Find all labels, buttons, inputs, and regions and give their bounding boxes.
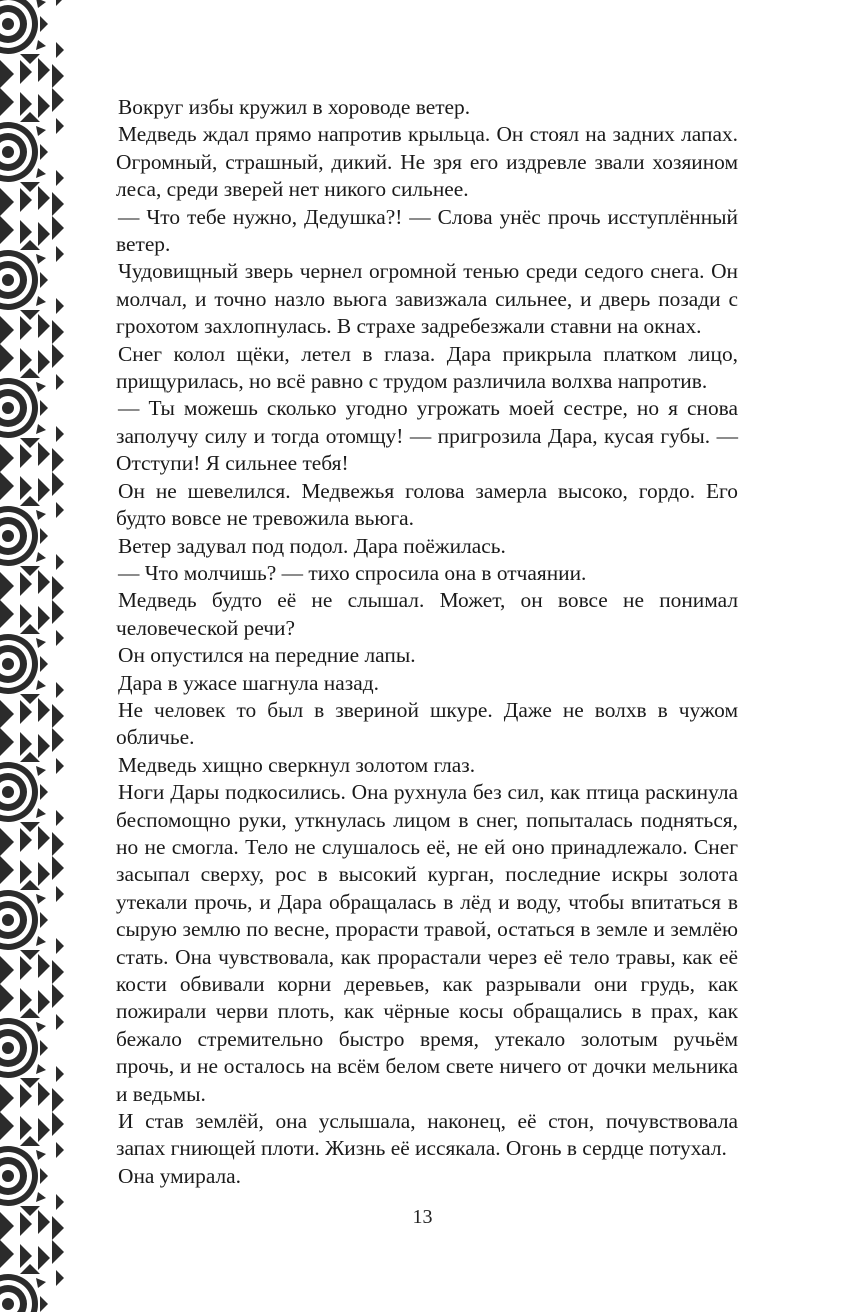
paragraph: — Что тебе нужно, Дедушка?! — Слова унёс прочь исступлённый ветер. <box>116 204 738 257</box>
paragraph: Он опустился на передние лапы. <box>118 643 416 668</box>
paragraph: Он не шевелился. Медвежья голова замерла высоко, гордо. Его будто вовсе не тревожила вьюга. <box>116 478 738 531</box>
paragraph: Не человек то был в звериной шкуре. Даже не волхв в чужом обличье. <box>116 697 738 750</box>
paragraph: Медведь будто её не слышал. Может, он вовсе не понимал человеческой речи? <box>116 588 738 640</box>
paragraph: Она умирала. <box>118 1163 242 1188</box>
page-number: 13 <box>412 1206 433 1228</box>
paragraph: — Что молчишь? — тихо спросила она в отчаянии. <box>118 560 587 585</box>
paragraph: Вокруг избы кружил в хороводе ветер. <box>118 95 471 119</box>
paragraph: Снег колол щёки, летел в глаза. Дара прикрыла платком лицо, прищурилась, но всё равно с трудом различила волхва напротив. <box>116 341 738 394</box>
body-text <box>116 94 738 1190</box>
paragraph: Ноги Дары подкосились. Она рухнула без сил, как птица раскинула беспомощно руки, уткнулась лицом в снег, попыталась подняться, но не смогла. Тело не слушалось её, не ей оно принадлежало. Снег засыпал сверху, рос в высокий курган, последние искры золота утекали прочь, и Дара обращалась в лёд и воду, чтобы впитаться в сырую землю по весне, прорасти травой, остаться в земле и землёю стать. Она чувствовала, как прорастали через её тело травы, как её кости обвивали корни деревьев, как разрывали они грудь, как пожирали черви плоть, как чёрные косы обращались в прах, как бежало стремительно быстро время, утекало золотым ручьём прочь, и не осталось на всём белом свете ничего от дочки мельника и ведьмы. <box>116 780 738 1106</box>
paragraph: — Ты можешь сколько угодно угрожать моей сестре, но я снова заполучу силу и тогда отомщу! — пригрозила Дара, кусая губы. — Отступи! Я сильнее тебя! <box>116 396 738 476</box>
paragraph: Медведь хищно сверкнул золотом глаз. <box>118 752 476 777</box>
paragraph: Медведь ждал прямо напротив крыльца. Он стоял на задних лапах. Огромный, страшный, дикий. Не зря его издревле звали хозяином леса, среди зверей нет никого сильнее. <box>116 122 738 202</box>
ornament-border <box>0 0 64 1312</box>
paragraph: Чудовищный зверь чернел огромной тенью среди седого снега. Он молчал, и точно назло вьюга завизжала сильнее, и дверь позади с грохотом захлопнулась. В страхе задребезжали ставни на окнах. <box>116 259 738 339</box>
paragraph: И став землёй, она услышала, наконец, её стон, почувствовала запах гниющей плоти. Жизнь её иссякала. Огонь в сердце потухал. <box>116 1109 738 1161</box>
paragraph: Дара в ужасе шагнула назад. <box>118 670 379 695</box>
paragraph: Ветер задувал под подол. Дара поёжилась. <box>118 533 506 558</box>
